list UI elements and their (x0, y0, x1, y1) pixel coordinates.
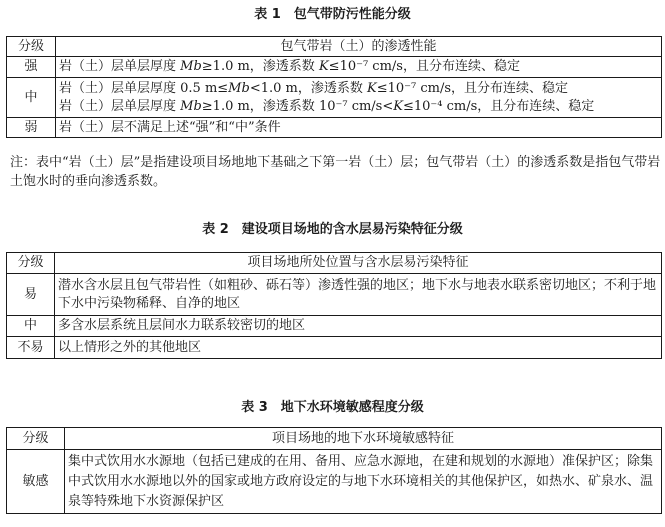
table1 (6, 36, 662, 138)
table1-weak-desc: 岩（土）层不满足上述“强”和“中”条件 (56, 118, 662, 138)
table1-grade-strong: 强 (7, 57, 56, 78)
table2-medium-desc: 多含水层系统且层间水力联系较密切的地区 (55, 316, 662, 337)
table-row (7, 274, 662, 316)
table3-grade-sensitive: 敏感 (7, 450, 65, 514)
table1-caption: 表 1 包气带防污性能分级 (254, 7, 411, 22)
table-row (7, 37, 662, 57)
table-row (7, 337, 662, 359)
table2-grade-easy: 易 (7, 274, 55, 316)
table-row (7, 316, 662, 337)
table2-not-easy-desc: 以上情形之外的其他地区 (55, 337, 662, 359)
table2-easy-desc: 潜水含水层且包气带岩性（如粗砂、砾石等）渗透性强的地区；地下水与地表水联系密切地区；不利于地下水中污染物稀释、自净的地区 (55, 274, 662, 316)
table3-header-feature: 项目场地的地下水环境敏感特征 (65, 428, 662, 450)
table3-caption: 表 3 地下水环境敏感程度分级 (241, 400, 424, 415)
table-row (7, 450, 662, 514)
table1-header-property: 包气带岩（土）的渗透性能 (56, 37, 662, 57)
table-row (7, 57, 662, 78)
table2 (6, 252, 662, 359)
table3-sensitive-desc: 集中式饮用水水源地（包括已建成的在用、备用、应急水源地，在建和规划的水源地）准保护区；除集中式饮用水水源地以外的国家或地方政府设定的与地下水环境相关的其他保护区，如热水、矿泉水、温泉等特殊地下水资源保护区 (65, 450, 662, 514)
table2-grade-not-easy: 不易 (7, 337, 55, 359)
table1-strong-desc: 岩（土）层单层厚度 Mb≥1.0 m，渗透系数 K≤10⁻⁷ cm/s，且分布连续、稳定 (56, 57, 662, 78)
table-row (7, 253, 662, 274)
table3 (6, 427, 662, 514)
table1-medium-desc (56, 78, 662, 118)
table2-header-grade: 分级 (7, 253, 55, 274)
table1-header-grade: 分级 (7, 37, 56, 57)
table-row (7, 428, 662, 450)
table1-medium-line1: 岩（土）层单层厚度 0.5 m≤Mb<1.0 m，渗透系数 K≤10⁻⁷ cm/s，且分布连续、稳定 (59, 80, 569, 96)
table1-note: 注：表中“岩（土）层”是指建设项目场地地下基础之下第一岩（土）层；包气带岩（土）的渗透系数是指包气带岩土饱水时的垂向渗透系数。 (10, 155, 661, 189)
table3-header-grade: 分级 (7, 428, 65, 450)
table2-caption: 表 2 建设项目场地的含水层易污染特征分级 (202, 222, 463, 237)
table1-grade-weak: 弱 (7, 118, 56, 138)
table2-grade-medium: 中 (7, 316, 55, 337)
table-row (7, 78, 662, 118)
table-row (7, 118, 662, 138)
table1-medium-line2: 岩（土）层单层厚度 Mb≥1.0 m，渗透系数 10⁻⁷ cm/s<K≤10⁻⁴ cm/s，且分布连续、稳定 (59, 98, 595, 114)
table2-header-feature: 项目场地所处位置与含水层易污染特征 (55, 253, 662, 274)
table1-grade-medium: 中 (7, 78, 56, 118)
